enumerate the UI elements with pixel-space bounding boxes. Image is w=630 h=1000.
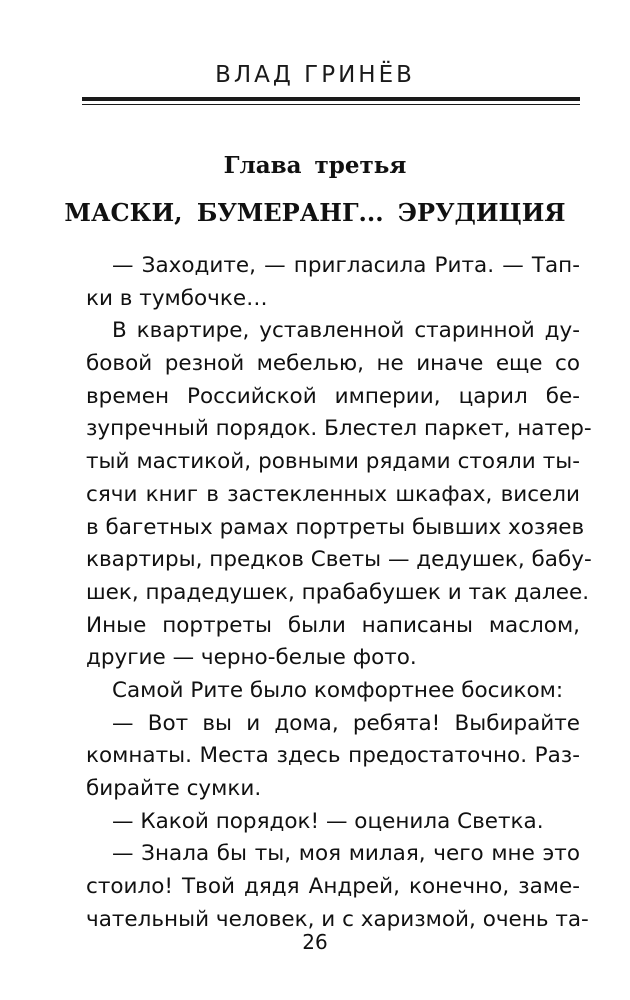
text-line: сячи книг в застекленных шкафах, висели xyxy=(86,481,580,507)
text-line: шек, прадедушек, прабабушек и так далее. xyxy=(86,579,590,605)
text-line: — Знала бы ты, моя милая, чего мне это xyxy=(112,841,580,867)
text-line: Самой Рите было комфортнее босиком: xyxy=(112,677,564,703)
text-line: чательный человек, и с харизмой, очень та- xyxy=(86,906,589,932)
chapter-label: Глава третья xyxy=(223,152,407,179)
text-line: комнаты. Места здесь предостаточно. Раз- xyxy=(86,743,580,769)
text-line: — Вот вы и дома, ребята! Выбирайте xyxy=(112,710,580,736)
text-line: — Какой порядок! — оценила Светка. xyxy=(112,808,544,834)
text-line: в багетных рамах портреты бывших хозяев xyxy=(86,514,585,540)
chapter-title: МАСКИ, БУМЕРАНГ... ЭРУДИЦИЯ xyxy=(64,198,566,227)
text-line: тый мастикой, ровными рядами стояли ты- xyxy=(86,449,580,475)
body-text xyxy=(86,250,592,936)
text-line: — Заходите, — пригласила Рита. — Тап- xyxy=(112,253,580,278)
text-line: квартиры, предков Светы — дедушек, бабу- xyxy=(86,547,592,573)
text-line: В квартире, уставленной старинной ду- xyxy=(112,318,580,344)
text-line: Иные портреты были написаны маслом, xyxy=(86,612,580,638)
text-line: другие — черно-белые фото. xyxy=(86,645,417,671)
text-line: времен Российской империи, царил бе- xyxy=(86,383,580,409)
text-line: зупречный порядок. Блестел паркет, натер- xyxy=(86,416,592,442)
text-line: ки в тумбочке… xyxy=(86,285,268,311)
text-line: стоило! Твой дядя Андрей, конечно, заме- xyxy=(86,874,580,900)
header-rule-thick xyxy=(82,97,580,101)
page-number: 26 xyxy=(302,930,328,954)
header-rule-thin xyxy=(82,104,580,105)
text-line: бовой резной мебелью, не иначе еще со xyxy=(86,351,580,377)
text-line: бирайте сумки. xyxy=(86,776,262,801)
running-head-author: ВЛАД ГРИНЁВ xyxy=(215,62,415,88)
